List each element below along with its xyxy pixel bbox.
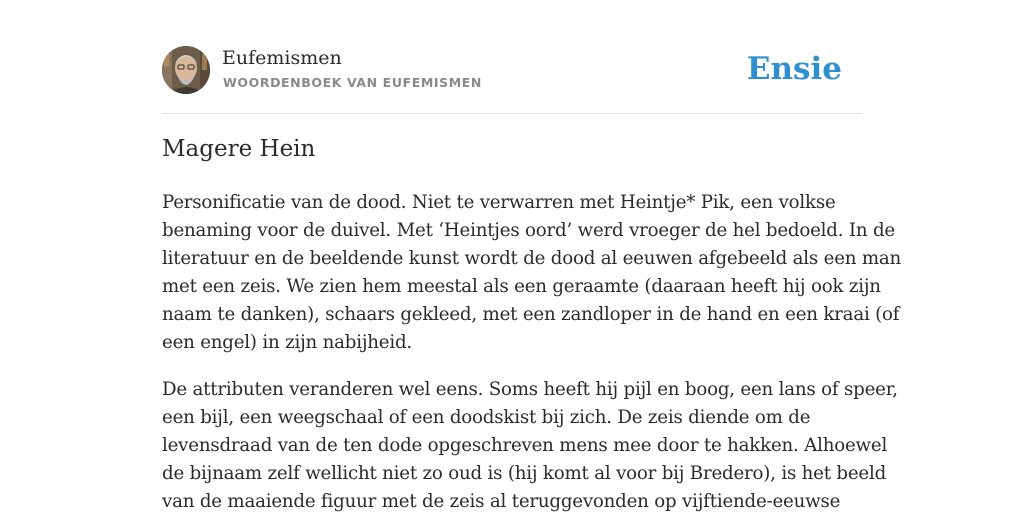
text-line: naam te danken), schaars gekleed, met een zandloper in de hand en een kraai (of: [162, 304, 900, 325]
paragraph: [162, 376, 898, 512]
text-line: benaming voor de duivel. Met ‘Heintjes oord’ werd vroeger de hel bedoeld. In de: [162, 220, 895, 241]
text-line: Personificatie van de dood. Niet te verwarren met Heintje* Pik, een volkse: [162, 192, 836, 213]
text-line: literatuur en de beeldende kunst wordt de dood al eeuwen afgebeeld als een man: [162, 248, 902, 269]
brand-logo[interactable]: Ensie: [746, 51, 842, 87]
site-header: [162, 46, 862, 96]
article-body: [162, 189, 902, 512]
text-line: de bijnaam zelf wellicht niet zo oud is (hij komt al voor bij Bredero), is het beeld: [162, 463, 887, 484]
text-line: een engel) in zijn nabijheid.: [162, 332, 413, 353]
paragraph: [162, 189, 902, 357]
avatar[interactable]: [162, 46, 210, 94]
page-title: Magere Hein: [162, 136, 316, 162]
text-line: een bijl, een weegschaal of een doodskist bij zich. De zeis diende om de: [162, 407, 811, 428]
header-divider: [162, 113, 862, 114]
text-line: met een zeis. We zien hem meestal als een geraamte (daaraan heeft hij ook zijn: [162, 276, 881, 297]
text-line: De attributen veranderen wel eens. Soms heeft hij pijl en boog, een lans of speer,: [162, 379, 898, 400]
text-line: levensdraad van de ten dode opgeschreven mens mee door te hakken. Alhoewel: [162, 435, 888, 456]
site-subtitle: WOORDENBOEK VAN EUFEMISMEN: [223, 75, 482, 90]
text-line: van de maaiende figuur met de zeis al teruggevonden op vijftiende-eeuwse: [162, 491, 841, 512]
site-name[interactable]: Eufemismen: [222, 47, 342, 69]
